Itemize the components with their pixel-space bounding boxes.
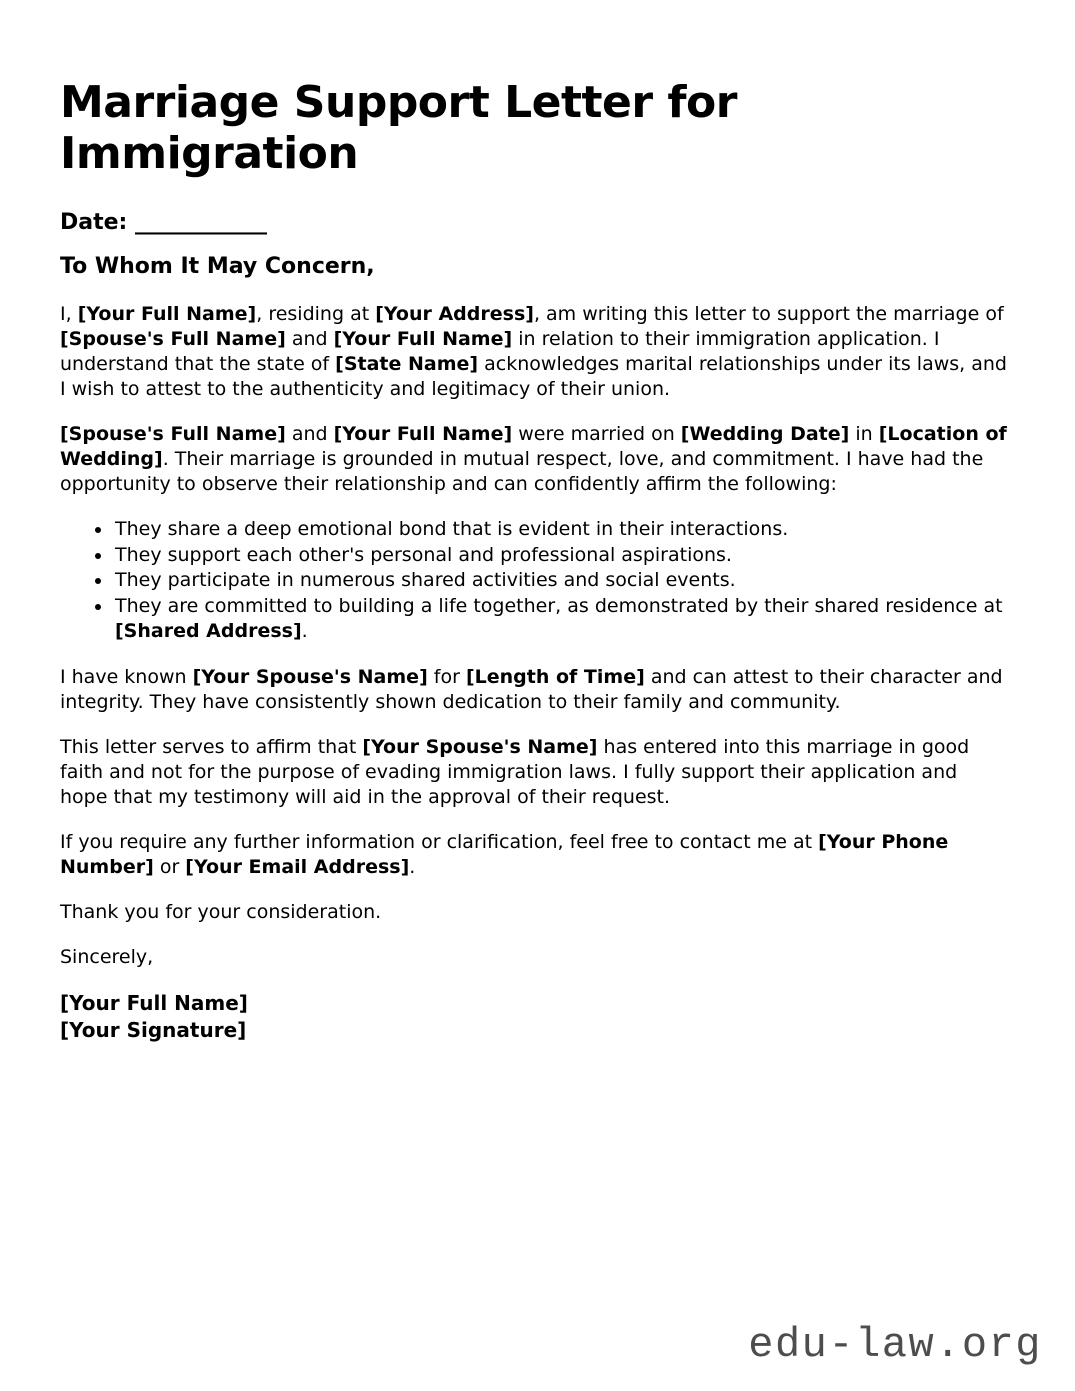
site-watermark: edu-law.org bbox=[748, 1321, 1042, 1369]
thanks-line: Thank you for your consideration. bbox=[60, 900, 382, 923]
date-blank-line: ____________ bbox=[135, 210, 268, 236]
list-item-shared-activities: • They participate in numerous shared activities and social events. bbox=[113, 568, 1010, 594]
list-item-support-aspirations: • They support each other's personal and professional aspirations. bbox=[113, 543, 1010, 569]
salutation bbox=[60, 253, 1010, 281]
signature-placeholder: [Your Signature] bbox=[60, 1017, 247, 1042]
salutation-text: To Whom It May Concern, bbox=[60, 254, 375, 280]
affirmation-list bbox=[60, 517, 1010, 645]
date-label: Date: bbox=[60, 210, 128, 236]
signature-name: [Your Full Name] bbox=[60, 990, 248, 1015]
paragraph-intro: I, [Your Full Name], residing at [Your Address], am writing this letter to support the marriage of [Spouse's Full Name] and [Your Full Name] in relation to their immigration application. I understand that the state of [State Name] acknowledges marital relationships under its laws, and I wish to attest to the authenticity and legitimacy of their union. bbox=[60, 303, 1007, 401]
paragraph-contact: If you require any further information or clarification, feel free to contact me at [Your Phone Number] or [Your Email Address]. bbox=[60, 830, 949, 878]
signoff-line: Sincerely, bbox=[60, 945, 154, 968]
paragraph-good-faith: This letter serves to affirm that [Your Spouse's Name] has entered into this marriage in good faith and not for the purpose of evading immigration laws. I fully support their application and hope that my testimony will aid in the approval of their request. bbox=[60, 735, 970, 808]
date-line bbox=[60, 209, 1010, 237]
paragraph-marriage-details: [Spouse's Full Name] and [Your Full Name] were married on [Wedding Date] in [Location of Wedding]. Their marriage is grounded in mutual respect, love, and commitment. I have had the opportunity to observe their relationship and can confidently affirm the following: bbox=[60, 423, 1007, 496]
paragraph-known-duration: I have known [Your Spouse's Name] for [Length of Time] and can attest to their character and integrity. They have consistently shown dedication to their family and community. bbox=[60, 665, 1003, 713]
list-item-emotional-bond: • They share a deep emotional bond that is evident in their interactions. bbox=[113, 517, 1010, 543]
list-item-shared-residence: • They are committed to building a life together, as demonstrated by their shared residence at [Shared Address]. bbox=[113, 594, 1010, 645]
page-title: Marriage Support Letter for Immigration bbox=[60, 77, 737, 179]
signature-block bbox=[60, 990, 1010, 1044]
